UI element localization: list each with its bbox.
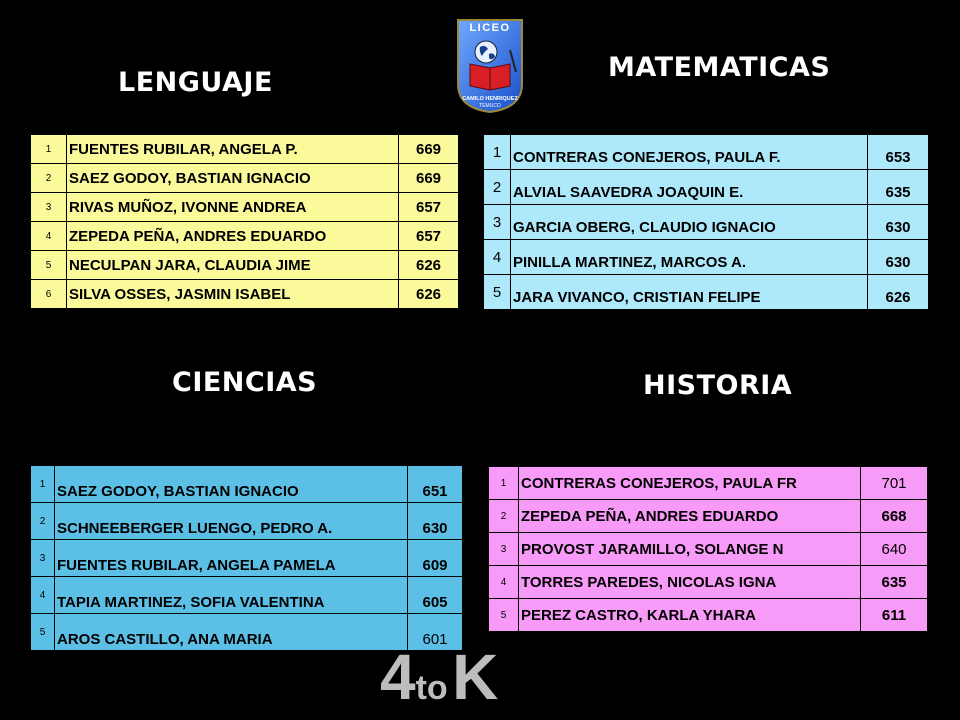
- rank-cell: 4: [31, 222, 67, 251]
- rank-cell: 4: [31, 577, 55, 614]
- rank-cell: 3: [31, 193, 67, 222]
- rank-cell: 4: [484, 240, 511, 275]
- heading-matematicas: MATEMATICAS: [608, 52, 831, 83]
- student-name: GARCIA OBERG, CLAUDIO IGNACIO: [511, 205, 868, 240]
- table-row: [31, 280, 459, 309]
- rank-cell: 1: [484, 135, 511, 170]
- score-cell: 630: [408, 503, 463, 540]
- score-cell: 653: [868, 135, 929, 170]
- score-cell: 668: [861, 500, 928, 533]
- rank-cell: 5: [31, 251, 67, 280]
- table-row: [484, 135, 929, 170]
- student-name: ALVIAL SAAVEDRA JOAQUIN E.: [511, 170, 868, 205]
- score-cell: 611: [861, 599, 928, 632]
- class-grade: 4: [380, 641, 416, 713]
- score-cell: 669: [399, 135, 459, 164]
- table-row: [489, 599, 928, 632]
- table-row: [31, 164, 459, 193]
- student-name: SCHNEEBERGER LUENGO, PEDRO A.: [55, 503, 408, 540]
- score-cell: 701: [861, 467, 928, 500]
- logo-top-text: LICEO: [469, 22, 511, 34]
- student-name: CONTRERAS CONEJEROS, PAULA F.: [511, 135, 868, 170]
- globe-icon: [475, 41, 497, 63]
- student-name: ZEPEDA PEÑA, ANDRES EDUARDO: [67, 222, 399, 251]
- student-name: TAPIA MARTINEZ, SOFIA VALENTINA: [55, 577, 408, 614]
- student-name: SAEZ GODOY, BASTIAN IGNACIO: [55, 466, 408, 503]
- score-cell: 630: [868, 240, 929, 275]
- student-name: ZEPEDA PEÑA, ANDRES EDUARDO: [519, 500, 861, 533]
- class-label: [380, 640, 498, 714]
- table-row: [31, 466, 463, 503]
- score-cell: 609: [408, 540, 463, 577]
- rank-cell: 2: [484, 170, 511, 205]
- score-cell: 635: [868, 170, 929, 205]
- historia-table: [488, 466, 928, 632]
- rank-cell: 1: [31, 135, 67, 164]
- score-cell: 635: [861, 566, 928, 599]
- table-row: [31, 577, 463, 614]
- score-cell: 626: [399, 251, 459, 280]
- student-name: PINILLA MARTINEZ, MARCOS A.: [511, 240, 868, 275]
- table-row: [489, 533, 928, 566]
- logo-bottom-text: CAMILO HENRIQUEZ: [462, 96, 518, 102]
- score-cell: 651: [408, 466, 463, 503]
- score-cell: 605: [408, 577, 463, 614]
- rank-cell: 2: [31, 503, 55, 540]
- student-name: FUENTES RUBILAR, ANGELA P.: [67, 135, 399, 164]
- rank-cell: 5: [484, 275, 511, 310]
- rank-cell: 4: [489, 566, 519, 599]
- student-name: CONTRERAS CONEJEROS, PAULA FR: [519, 467, 861, 500]
- table-row: [484, 205, 929, 240]
- student-name: FUENTES RUBILAR, ANGELA PAMELA: [55, 540, 408, 577]
- score-cell: 640: [861, 533, 928, 566]
- rank-cell: 3: [489, 533, 519, 566]
- class-suffix: to: [415, 669, 448, 707]
- table-row: [31, 135, 459, 164]
- ciencias-table: [30, 465, 463, 651]
- table-row: [489, 566, 928, 599]
- score-cell: 657: [399, 193, 459, 222]
- student-name: SILVA OSSES, JASMIN ISABEL: [67, 280, 399, 309]
- rank-cell: 3: [484, 205, 511, 240]
- score-cell: 669: [399, 164, 459, 193]
- student-name: JARA VIVANCO, CRISTIAN FELIPE: [511, 275, 868, 310]
- score-cell: 626: [868, 275, 929, 310]
- score-cell: 626: [399, 280, 459, 309]
- table-row: [484, 170, 929, 205]
- logo-city-text: TEMUCO: [479, 103, 501, 109]
- rank-cell: 3: [31, 540, 55, 577]
- table-row: [31, 540, 463, 577]
- lenguaje-table: [30, 134, 459, 309]
- score-cell: 657: [399, 222, 459, 251]
- school-logo: [452, 14, 528, 114]
- student-name: PEREZ CASTRO, KARLA YHARA: [519, 599, 861, 632]
- table-row: [31, 193, 459, 222]
- table-row: [484, 240, 929, 275]
- student-name: TORRES PAREDES, NICOLAS IGNA: [519, 566, 861, 599]
- student-name: PROVOST JARAMILLO, SOLANGE N: [519, 533, 861, 566]
- rank-cell: 5: [31, 614, 55, 651]
- student-name: AROS CASTILLO, ANA MARIA: [55, 614, 408, 651]
- score-cell: 601: [408, 614, 463, 651]
- heading-historia: HISTORIA: [643, 370, 793, 401]
- table-row: [484, 275, 929, 310]
- rank-cell: 2: [31, 164, 67, 193]
- student-name: NECULPAN JARA, CLAUDIA JIME: [67, 251, 399, 280]
- class-letter: K: [452, 641, 499, 713]
- matematicas-table: [483, 134, 929, 310]
- table-row: [31, 503, 463, 540]
- table-row: [31, 222, 459, 251]
- rank-cell: 5: [489, 599, 519, 632]
- rank-cell: 2: [489, 500, 519, 533]
- rank-cell: 6: [31, 280, 67, 309]
- table-row: [489, 467, 928, 500]
- student-name: RIVAS MUÑOZ, IVONNE ANDREA: [67, 193, 399, 222]
- heading-lenguaje: LENGUAJE: [118, 67, 273, 98]
- table-row: [489, 500, 928, 533]
- student-name: SAEZ GODOY, BASTIAN IGNACIO: [67, 164, 399, 193]
- rank-cell: 1: [31, 466, 55, 503]
- heading-ciencias: CIENCIAS: [172, 367, 318, 398]
- table-row: [31, 251, 459, 280]
- rank-cell: 1: [489, 467, 519, 500]
- score-cell: 630: [868, 205, 929, 240]
